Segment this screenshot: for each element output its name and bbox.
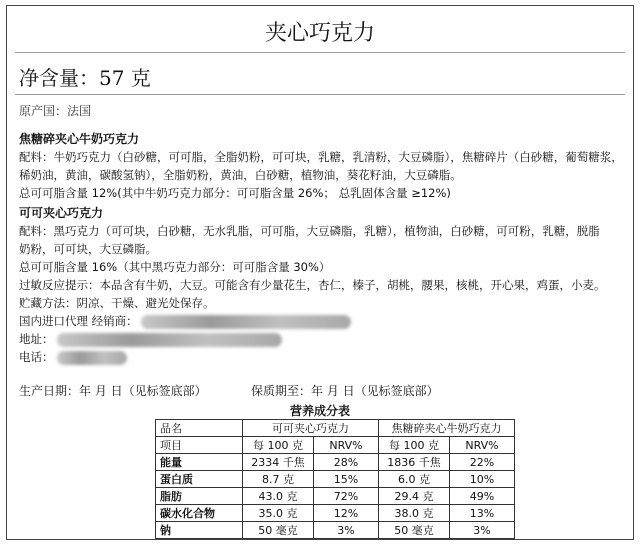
table-cell: 3% bbox=[314, 522, 379, 539]
table-cell: 49% bbox=[450, 488, 515, 505]
table-cell: 6.0 克 bbox=[379, 471, 450, 488]
nutrient-name: 能量 bbox=[156, 454, 243, 471]
product1-ingredients-line1: 配料：牛奶巧克力（白砂糖，可可脂，全脂奶粉，可可块，乳糖，乳清粉，大豆磷脂），焦糖碎片（白砂糖，葡萄糖浆， bbox=[19, 150, 623, 164]
product-title: 夹心巧克力 bbox=[264, 21, 375, 46]
table-cell: 13% bbox=[450, 505, 515, 522]
storage-method: 贮藏方法：阴凉、干燥、避光处保存。 bbox=[19, 296, 215, 310]
product1-ingredients-line2: 稀奶油，黄油，碳酸氢钠），全脂奶粉，黄油，白砂糖，植物油，葵花籽油，大豆磷脂。 bbox=[19, 168, 462, 182]
origin-country: 原产国：法国 bbox=[19, 104, 92, 118]
table-cell: 15% bbox=[314, 471, 379, 488]
table-cell: 43.0 克 bbox=[243, 488, 314, 505]
product2-cocoa-content: 总可可脂含量 16%（其中黑巧克力部分：可可脂含量 30%） bbox=[19, 260, 331, 274]
table-row bbox=[156, 522, 515, 539]
header-cell: 可可夹心巧克力 bbox=[243, 420, 379, 437]
header-cell: 品名 bbox=[156, 420, 243, 437]
product2-section bbox=[19, 204, 623, 366]
importer-line bbox=[19, 312, 623, 330]
redacted-phone bbox=[57, 351, 127, 365]
header-cell: 焦糖碎夹心牛奶巧克力 bbox=[379, 420, 515, 437]
nutrient-name: 碳水化合物 bbox=[156, 505, 243, 522]
table-cell: 10% bbox=[450, 471, 515, 488]
subheader-cell: NRV% bbox=[450, 437, 515, 454]
product2-ingredients-line2: 奶粉，可可块，大豆磷脂。 bbox=[19, 242, 157, 256]
product2-heading: 可可夹心巧克力 bbox=[19, 206, 104, 220]
product2-ingredients-line1: 配料：黑巧克力（可可块，白砂糖，无水乳脂，可可脂，大豆磷脂，乳糖），植物油，白砂糖，可可粉，乳糖，脱脂 bbox=[19, 224, 600, 238]
nutrition-table bbox=[155, 419, 515, 539]
nutrition-title: 营养成分表 bbox=[289, 404, 350, 418]
title-divider bbox=[15, 52, 625, 53]
product1-section bbox=[19, 130, 623, 202]
address-line bbox=[19, 330, 623, 348]
nutrient-name: 钠 bbox=[156, 522, 243, 539]
table-cell: 3% bbox=[450, 522, 515, 539]
allergen-notice: 过敏反应提示：本品含有牛奶，大豆。可能含有少量花生，杏仁，榛子，胡桃，腰果，核桃，开心果，鸡蛋，小麦。 bbox=[19, 278, 606, 292]
table-subheader-row bbox=[156, 437, 515, 454]
expiry-date: 保质期至：年 月 日（见标签底部） bbox=[251, 384, 439, 398]
net-content: 净含量：57 克 bbox=[19, 66, 151, 90]
table-cell: 28% bbox=[314, 454, 379, 471]
phone-line bbox=[19, 348, 623, 366]
table-row bbox=[156, 488, 515, 505]
phone-label: 电话： bbox=[19, 350, 54, 364]
importer-label: 国内进口代理 经销商： bbox=[19, 314, 138, 328]
product1-cocoa-content: 总可可脂含量 12%(其中牛奶巧克力部分：可可脂含量 26%； 总乳固体含量 ≥12%) bbox=[19, 186, 451, 200]
table-row bbox=[156, 454, 515, 471]
table-header-row bbox=[156, 420, 515, 437]
nutrient-name: 脂肪 bbox=[156, 488, 243, 505]
table-cell: 12% bbox=[314, 505, 379, 522]
subheader-cell: 每 100 克 bbox=[379, 437, 450, 454]
table-cell: 8.7 克 bbox=[243, 471, 314, 488]
subheader-cell: 项目 bbox=[156, 437, 243, 454]
nutrient-name: 蛋白质 bbox=[156, 471, 243, 488]
table-cell: 35.0 克 bbox=[243, 505, 314, 522]
table-cell: 50 毫克 bbox=[243, 522, 314, 539]
net-divider bbox=[15, 94, 625, 95]
address-label: 地址： bbox=[19, 332, 54, 346]
table-row bbox=[156, 471, 515, 488]
table-cell: 72% bbox=[314, 488, 379, 505]
production-date: 生产日期：年 月 日（见标签底部） bbox=[19, 384, 207, 398]
redacted-address bbox=[57, 333, 282, 347]
subheader-cell: NRV% bbox=[314, 437, 379, 454]
table-row bbox=[156, 505, 515, 522]
table-cell: 2334 千焦 bbox=[243, 454, 314, 471]
table-cell: 50 毫克 bbox=[379, 522, 450, 539]
table-cell: 38.0 克 bbox=[379, 505, 450, 522]
table-cell: 29.4 克 bbox=[379, 488, 450, 505]
label-document bbox=[6, 5, 634, 540]
table-cell: 1836 千焦 bbox=[379, 454, 450, 471]
subheader-cell: 每 100 克 bbox=[243, 437, 314, 454]
redacted-importer bbox=[141, 315, 351, 329]
table-cell: 22% bbox=[450, 454, 515, 471]
product1-heading: 焦糖碎夹心牛奶巧克力 bbox=[19, 132, 140, 146]
